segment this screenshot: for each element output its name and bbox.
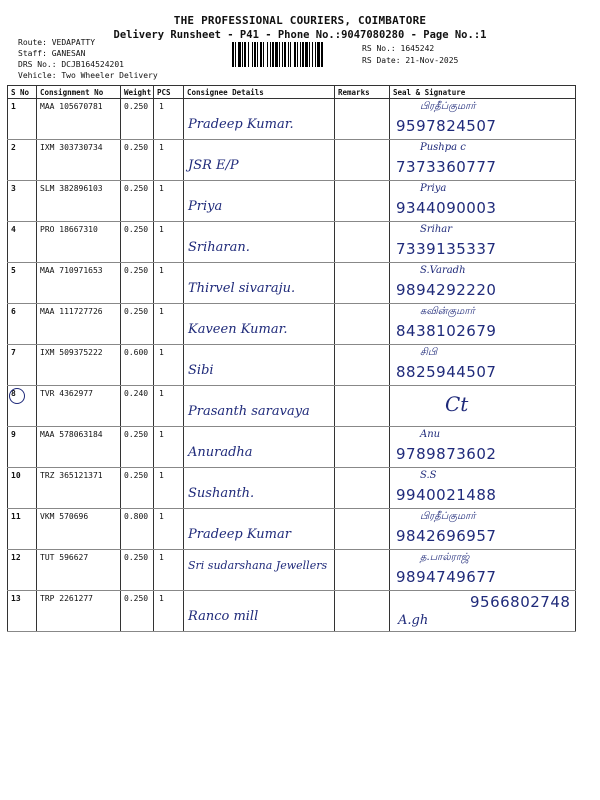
row-consignment: TRZ 365121371 bbox=[37, 468, 121, 509]
row-consignee bbox=[184, 222, 335, 263]
row-consignee bbox=[184, 140, 335, 181]
row-consignee bbox=[184, 550, 335, 591]
row-sno bbox=[8, 550, 37, 591]
row-pcs: 1 bbox=[154, 140, 184, 181]
runsheet-table bbox=[7, 85, 576, 632]
rs-date: RS Date: 21-Nov-2025 bbox=[362, 56, 459, 65]
row-consignee bbox=[184, 468, 335, 509]
consignee-handwriting: Ranco mill bbox=[188, 609, 259, 624]
phone-handwriting: 8438102679 bbox=[396, 322, 497, 340]
row-remarks bbox=[335, 181, 390, 222]
row-pcs: 1 bbox=[154, 591, 184, 632]
signature-handwriting: Ct bbox=[445, 392, 469, 416]
row-remarks bbox=[335, 509, 390, 550]
consignee-handwriting: Sushanth. bbox=[188, 486, 255, 501]
row-consignee bbox=[184, 181, 335, 222]
sno-value: 6 bbox=[11, 307, 16, 316]
col-remarks: Remarks bbox=[335, 86, 390, 99]
runsheet-title: Delivery Runsheet - P41 - Phone No.:9047080280 - Page No.:1 bbox=[113, 29, 487, 41]
row-sno bbox=[8, 222, 37, 263]
row-consignee bbox=[184, 304, 335, 345]
phone-handwriting: 9344090003 bbox=[396, 199, 497, 217]
row-consignee bbox=[184, 345, 335, 386]
row-weight: 0.250 bbox=[121, 427, 154, 468]
signature-handwriting: S.S bbox=[420, 470, 437, 481]
phone-handwriting: 9894749677 bbox=[396, 568, 497, 586]
sno-value: 4 bbox=[11, 225, 16, 234]
sno-value: 7 bbox=[11, 348, 16, 357]
col-pcs: PCS bbox=[154, 86, 184, 99]
row-remarks bbox=[335, 222, 390, 263]
row-remarks bbox=[335, 99, 390, 140]
signature-handwriting: Pushpa c bbox=[420, 142, 466, 153]
signature-handwriting: Anu bbox=[420, 429, 441, 440]
row-weight: 0.250 bbox=[121, 550, 154, 591]
row-seal bbox=[390, 591, 576, 632]
row-sno bbox=[8, 140, 37, 181]
row-sno bbox=[8, 181, 37, 222]
phone-handwriting: 9597824507 bbox=[396, 117, 497, 135]
phone-handwriting: 7339135337 bbox=[396, 240, 497, 258]
sno-value: 12 bbox=[11, 553, 21, 562]
row-consignee bbox=[184, 427, 335, 468]
row-consignee bbox=[184, 263, 335, 304]
row-weight: 0.240 bbox=[121, 386, 154, 427]
col-weight: Weight bbox=[121, 86, 154, 99]
row-seal bbox=[390, 386, 576, 427]
row-consignee bbox=[184, 509, 335, 550]
row-pcs: 1 bbox=[154, 99, 184, 140]
signature-handwriting: Priya bbox=[420, 183, 447, 194]
row-seal bbox=[390, 99, 576, 140]
row-sno bbox=[8, 427, 37, 468]
row-sno bbox=[8, 386, 37, 427]
consignee-handwriting: Pradeep Kumar. bbox=[188, 117, 294, 132]
row-remarks bbox=[335, 550, 390, 591]
sno-value: 11 bbox=[11, 512, 21, 521]
phone-handwriting: 7373360777 bbox=[396, 158, 497, 176]
row-sno bbox=[8, 263, 37, 304]
signature-handwriting: S.Varadh bbox=[420, 265, 466, 276]
table-row bbox=[8, 222, 576, 263]
sno-value: 10 bbox=[11, 471, 21, 480]
consignee-handwriting: Priya bbox=[188, 199, 223, 214]
row-seal bbox=[390, 468, 576, 509]
table-row bbox=[8, 468, 576, 509]
drs-number: DRS No.: DCJB164524201 bbox=[18, 60, 124, 69]
row-consignment: PRO 18667310 bbox=[37, 222, 121, 263]
row-remarks bbox=[335, 427, 390, 468]
consignee-handwriting: Sibi bbox=[188, 363, 214, 378]
consignee-handwriting: Thirvel sivaraju. bbox=[188, 281, 296, 296]
table-row bbox=[8, 181, 576, 222]
row-consignment: TUT 596627 bbox=[37, 550, 121, 591]
company-name: THE PROFESSIONAL COURIERS, COIMBATORE bbox=[173, 14, 427, 27]
row-remarks bbox=[335, 468, 390, 509]
row-consignment: MAA 578063184 bbox=[37, 427, 121, 468]
row-seal bbox=[390, 345, 576, 386]
table-row bbox=[8, 591, 576, 632]
vehicle-label: Vehicle: Two Wheeler Delivery bbox=[18, 71, 158, 80]
consignee-handwriting: Sri sudarshana Jewellers bbox=[188, 559, 328, 572]
table-row bbox=[8, 427, 576, 468]
row-seal bbox=[390, 140, 576, 181]
row-sno bbox=[8, 99, 37, 140]
row-seal bbox=[390, 550, 576, 591]
row-seal bbox=[390, 222, 576, 263]
consignee-handwriting: Prasanth saravaya bbox=[188, 404, 310, 419]
row-sno bbox=[8, 591, 37, 632]
row-remarks bbox=[335, 263, 390, 304]
consignee-handwriting: Sriharan. bbox=[188, 240, 250, 255]
row-seal bbox=[390, 304, 576, 345]
row-pcs: 1 bbox=[154, 509, 184, 550]
signature-handwriting: பிரதீப்குமார் bbox=[420, 511, 476, 522]
route-label: Route: VEDAPATTY bbox=[18, 38, 96, 47]
row-consignment: SLM 382896103 bbox=[37, 181, 121, 222]
signature-handwriting: A.gh bbox=[398, 613, 429, 628]
row-consignment: VKM 570696 bbox=[37, 509, 121, 550]
row-pcs: 1 bbox=[154, 263, 184, 304]
phone-handwriting: 9789873602 bbox=[396, 445, 497, 463]
row-pcs: 1 bbox=[154, 345, 184, 386]
signature-handwriting: கவின்குமார் bbox=[420, 306, 475, 317]
row-seal bbox=[390, 181, 576, 222]
row-weight: 0.250 bbox=[121, 263, 154, 304]
row-consignment: MAA 710971653 bbox=[37, 263, 121, 304]
phone-handwriting: 9894292220 bbox=[396, 281, 497, 299]
row-pcs: 1 bbox=[154, 304, 184, 345]
sno-value: 8 bbox=[11, 389, 16, 398]
row-sno bbox=[8, 468, 37, 509]
barcode bbox=[232, 42, 358, 67]
row-sno bbox=[8, 509, 37, 550]
consignee-handwriting: JSR E/P bbox=[188, 158, 239, 173]
row-consignment: MAA 105670781 bbox=[37, 99, 121, 140]
row-consignee bbox=[184, 99, 335, 140]
row-remarks bbox=[335, 345, 390, 386]
col-sno: S No bbox=[8, 86, 37, 99]
row-weight: 0.600 bbox=[121, 345, 154, 386]
row-consignment: TVR 4362977 bbox=[37, 386, 121, 427]
consignee-handwriting: Anuradha bbox=[188, 445, 253, 460]
signature-handwriting: த.பால்ராஜ் bbox=[420, 552, 470, 563]
table-row bbox=[8, 550, 576, 591]
consignee-handwriting: Pradeep Kumar bbox=[188, 527, 291, 542]
phone-handwriting: 9940021488 bbox=[396, 486, 497, 504]
table-row bbox=[8, 140, 576, 181]
row-weight: 0.250 bbox=[121, 140, 154, 181]
phone-handwriting: 8825944507 bbox=[396, 363, 497, 381]
row-remarks bbox=[335, 386, 390, 427]
row-weight: 0.250 bbox=[121, 181, 154, 222]
phone-handwriting: 9566802748 bbox=[470, 593, 571, 611]
row-sno bbox=[8, 345, 37, 386]
row-consignee bbox=[184, 591, 335, 632]
row-pcs: 1 bbox=[154, 468, 184, 509]
row-consignment: TRP 2261277 bbox=[37, 591, 121, 632]
signature-handwriting: சிபி bbox=[420, 347, 437, 358]
sno-value: 1 bbox=[11, 102, 16, 111]
row-seal bbox=[390, 509, 576, 550]
row-consignee bbox=[184, 386, 335, 427]
row-consignment: IXM 509375222 bbox=[37, 345, 121, 386]
row-weight: 0.250 bbox=[121, 468, 154, 509]
row-seal bbox=[390, 427, 576, 468]
row-remarks bbox=[335, 304, 390, 345]
row-pcs: 1 bbox=[154, 386, 184, 427]
row-seal bbox=[390, 263, 576, 304]
table-row bbox=[8, 304, 576, 345]
row-weight: 0.250 bbox=[121, 591, 154, 632]
signature-handwriting: Srihar bbox=[420, 224, 453, 235]
row-pcs: 1 bbox=[154, 222, 184, 263]
table-row bbox=[8, 386, 576, 427]
row-weight: 0.800 bbox=[121, 509, 154, 550]
table-row bbox=[8, 99, 576, 140]
row-consignment: IXM 303730734 bbox=[37, 140, 121, 181]
row-remarks bbox=[335, 140, 390, 181]
row-remarks bbox=[335, 591, 390, 632]
consignee-handwriting: Kaveen Kumar. bbox=[188, 322, 288, 337]
row-weight: 0.250 bbox=[121, 99, 154, 140]
staff-label: Staff: GANESAN bbox=[18, 49, 86, 58]
table-row bbox=[8, 345, 576, 386]
sno-value: 9 bbox=[11, 430, 16, 439]
row-consignment: MAA 111727726 bbox=[37, 304, 121, 345]
circle-mark bbox=[9, 388, 25, 404]
phone-handwriting: 9842696957 bbox=[396, 527, 497, 545]
table-row bbox=[8, 263, 576, 304]
table-row bbox=[8, 509, 576, 550]
row-weight: 0.250 bbox=[121, 304, 154, 345]
sno-value: 3 bbox=[11, 184, 16, 193]
col-consignment: Consignment No bbox=[37, 86, 121, 99]
col-consignee: Consignee Details bbox=[184, 86, 335, 99]
row-sno bbox=[8, 304, 37, 345]
table-header-row bbox=[8, 86, 576, 99]
rs-number: RS No.: 1645242 bbox=[362, 44, 435, 53]
row-pcs: 1 bbox=[154, 550, 184, 591]
row-pcs: 1 bbox=[154, 427, 184, 468]
sno-value: 13 bbox=[11, 594, 21, 603]
row-weight: 0.250 bbox=[121, 222, 154, 263]
sno-value: 2 bbox=[11, 143, 16, 152]
sno-value: 5 bbox=[11, 266, 16, 275]
barcode-bar bbox=[321, 42, 323, 67]
col-seal: Seal & Signature bbox=[390, 86, 576, 99]
signature-handwriting: பிரதீப்குமார் bbox=[420, 101, 476, 112]
row-pcs: 1 bbox=[154, 181, 184, 222]
